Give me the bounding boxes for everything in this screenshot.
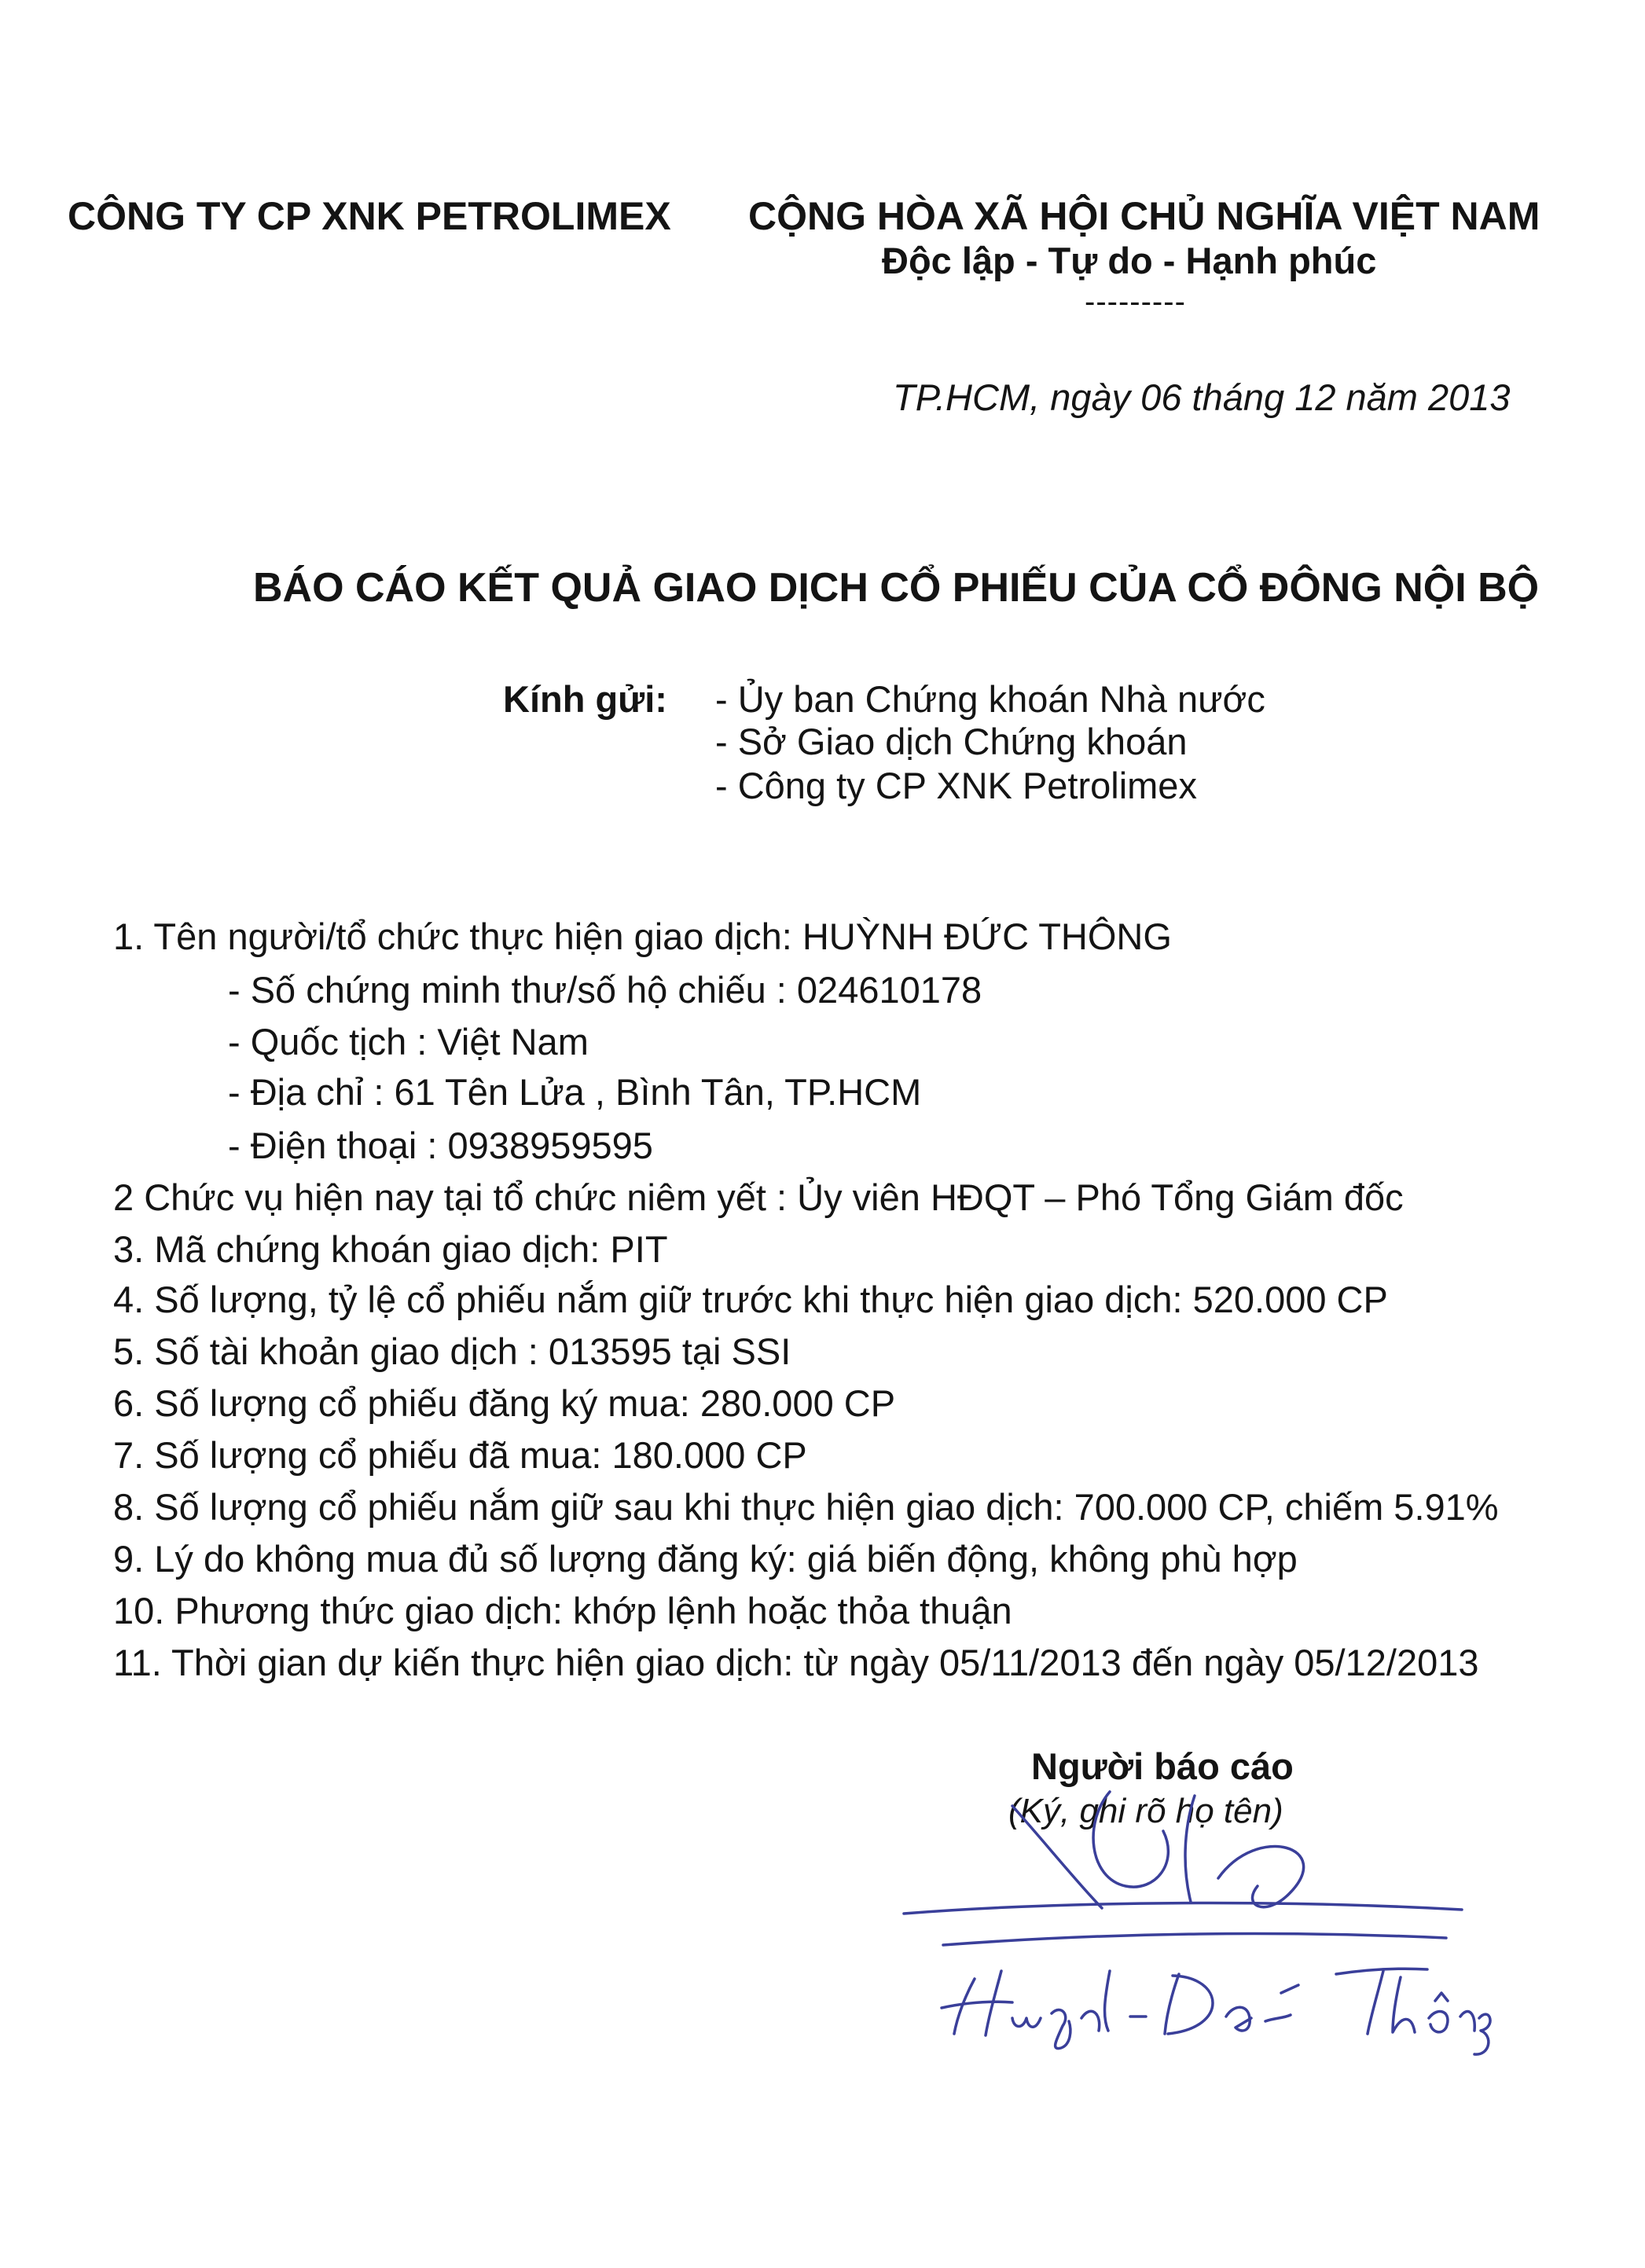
item-4-holding-before: 4. Số lượng, tỷ lệ cổ phiếu nắm giữ trước khi thực hiện giao dịch: 520.000 CP [113, 1279, 1388, 1320]
item-1-nationality: - Quốc tịch : Việt Nam [228, 1021, 589, 1062]
item-1-address: - Địa chỉ : 61 Tên Lửa , Bình Tân, TP.HCM [228, 1071, 922, 1113]
item-3-ticker: 3. Mã chứng khoán giao dịch: PIT [113, 1228, 668, 1270]
recipient-item: - Sở Giao dịch Chứng khoán [715, 721, 1188, 762]
item-2-position: 2 Chức vụ hiện nay tại tổ chức niêm yết : Ủy viên HĐQT – Phó Tổng Giám đốc [113, 1176, 1404, 1218]
place-and-date: TP.HCM, ngày 06 tháng 12 năm 2013 [893, 376, 1511, 418]
signer-title: Người báo cáo [1031, 1745, 1294, 1787]
item-11-period: 11. Thời gian dự kiến thực hiện giao dịch: từ ngày 05/11/2013 đến ngày 05/12/2013 [113, 1642, 1479, 1683]
header-divider: --------- [1085, 284, 1186, 319]
item-10-method: 10. Phương thức giao dịch: khớp lệnh hoặc thỏa thuận [113, 1590, 1012, 1631]
recipients-label: Kính gửi: [503, 678, 667, 720]
item-8-holding-after: 8. Số lượng cổ phiếu nắm giữ sau khi thực hiện giao dịch: 700.000 CP, chiếm 5.91% [113, 1486, 1499, 1528]
item-1-trader-name: 1. Tên người/tổ chức thực hiện giao dịch: HUỲNH ĐỨC THÔNG [113, 916, 1172, 957]
item-9-reason: 9. Lý do không mua đủ số lượng đăng ký: giá biến động, không phù hợp [113, 1538, 1298, 1580]
item-1-phone: - Điện thoại : 0938959595 [228, 1125, 653, 1166]
item-6-registered-buy: 6. Số lượng cổ phiếu đăng ký mua: 280.000 CP [113, 1382, 896, 1424]
item-7-bought: 7. Số lượng cổ phiếu đã mua: 180.000 CP [113, 1434, 807, 1476]
signature-instruction: (Ký, ghi rõ họ tên) [1008, 1792, 1283, 1830]
item-1-id-number: - Số chứng minh thư/số hộ chiếu : 024610178 [228, 969, 982, 1011]
republic-heading: CỘNG HÒA XÃ HỘI CHỦ NGHĨA VIỆT NAM [748, 194, 1540, 238]
item-5-account: 5. Số tài khoản giao dịch : 013595 tại SSI [113, 1330, 791, 1372]
national-motto: Độc lập - Tự do - Hạnh phúc [882, 240, 1377, 281]
company-name: CÔNG TY CP XNK PETROLIMEX [68, 194, 671, 238]
recipient-item: - Công ty CP XNK Petrolimex [715, 765, 1197, 806]
report-title: BÁO CÁO KẾT QUẢ GIAO DỊCH CỔ PHIẾU CỦA CỔ ĐÔNG NỘI BỘ [253, 565, 1540, 611]
recipient-item: - Ủy ban Chứng khoán Nhà nước [715, 678, 1265, 720]
handwritten-signature [896, 1768, 1493, 2067]
